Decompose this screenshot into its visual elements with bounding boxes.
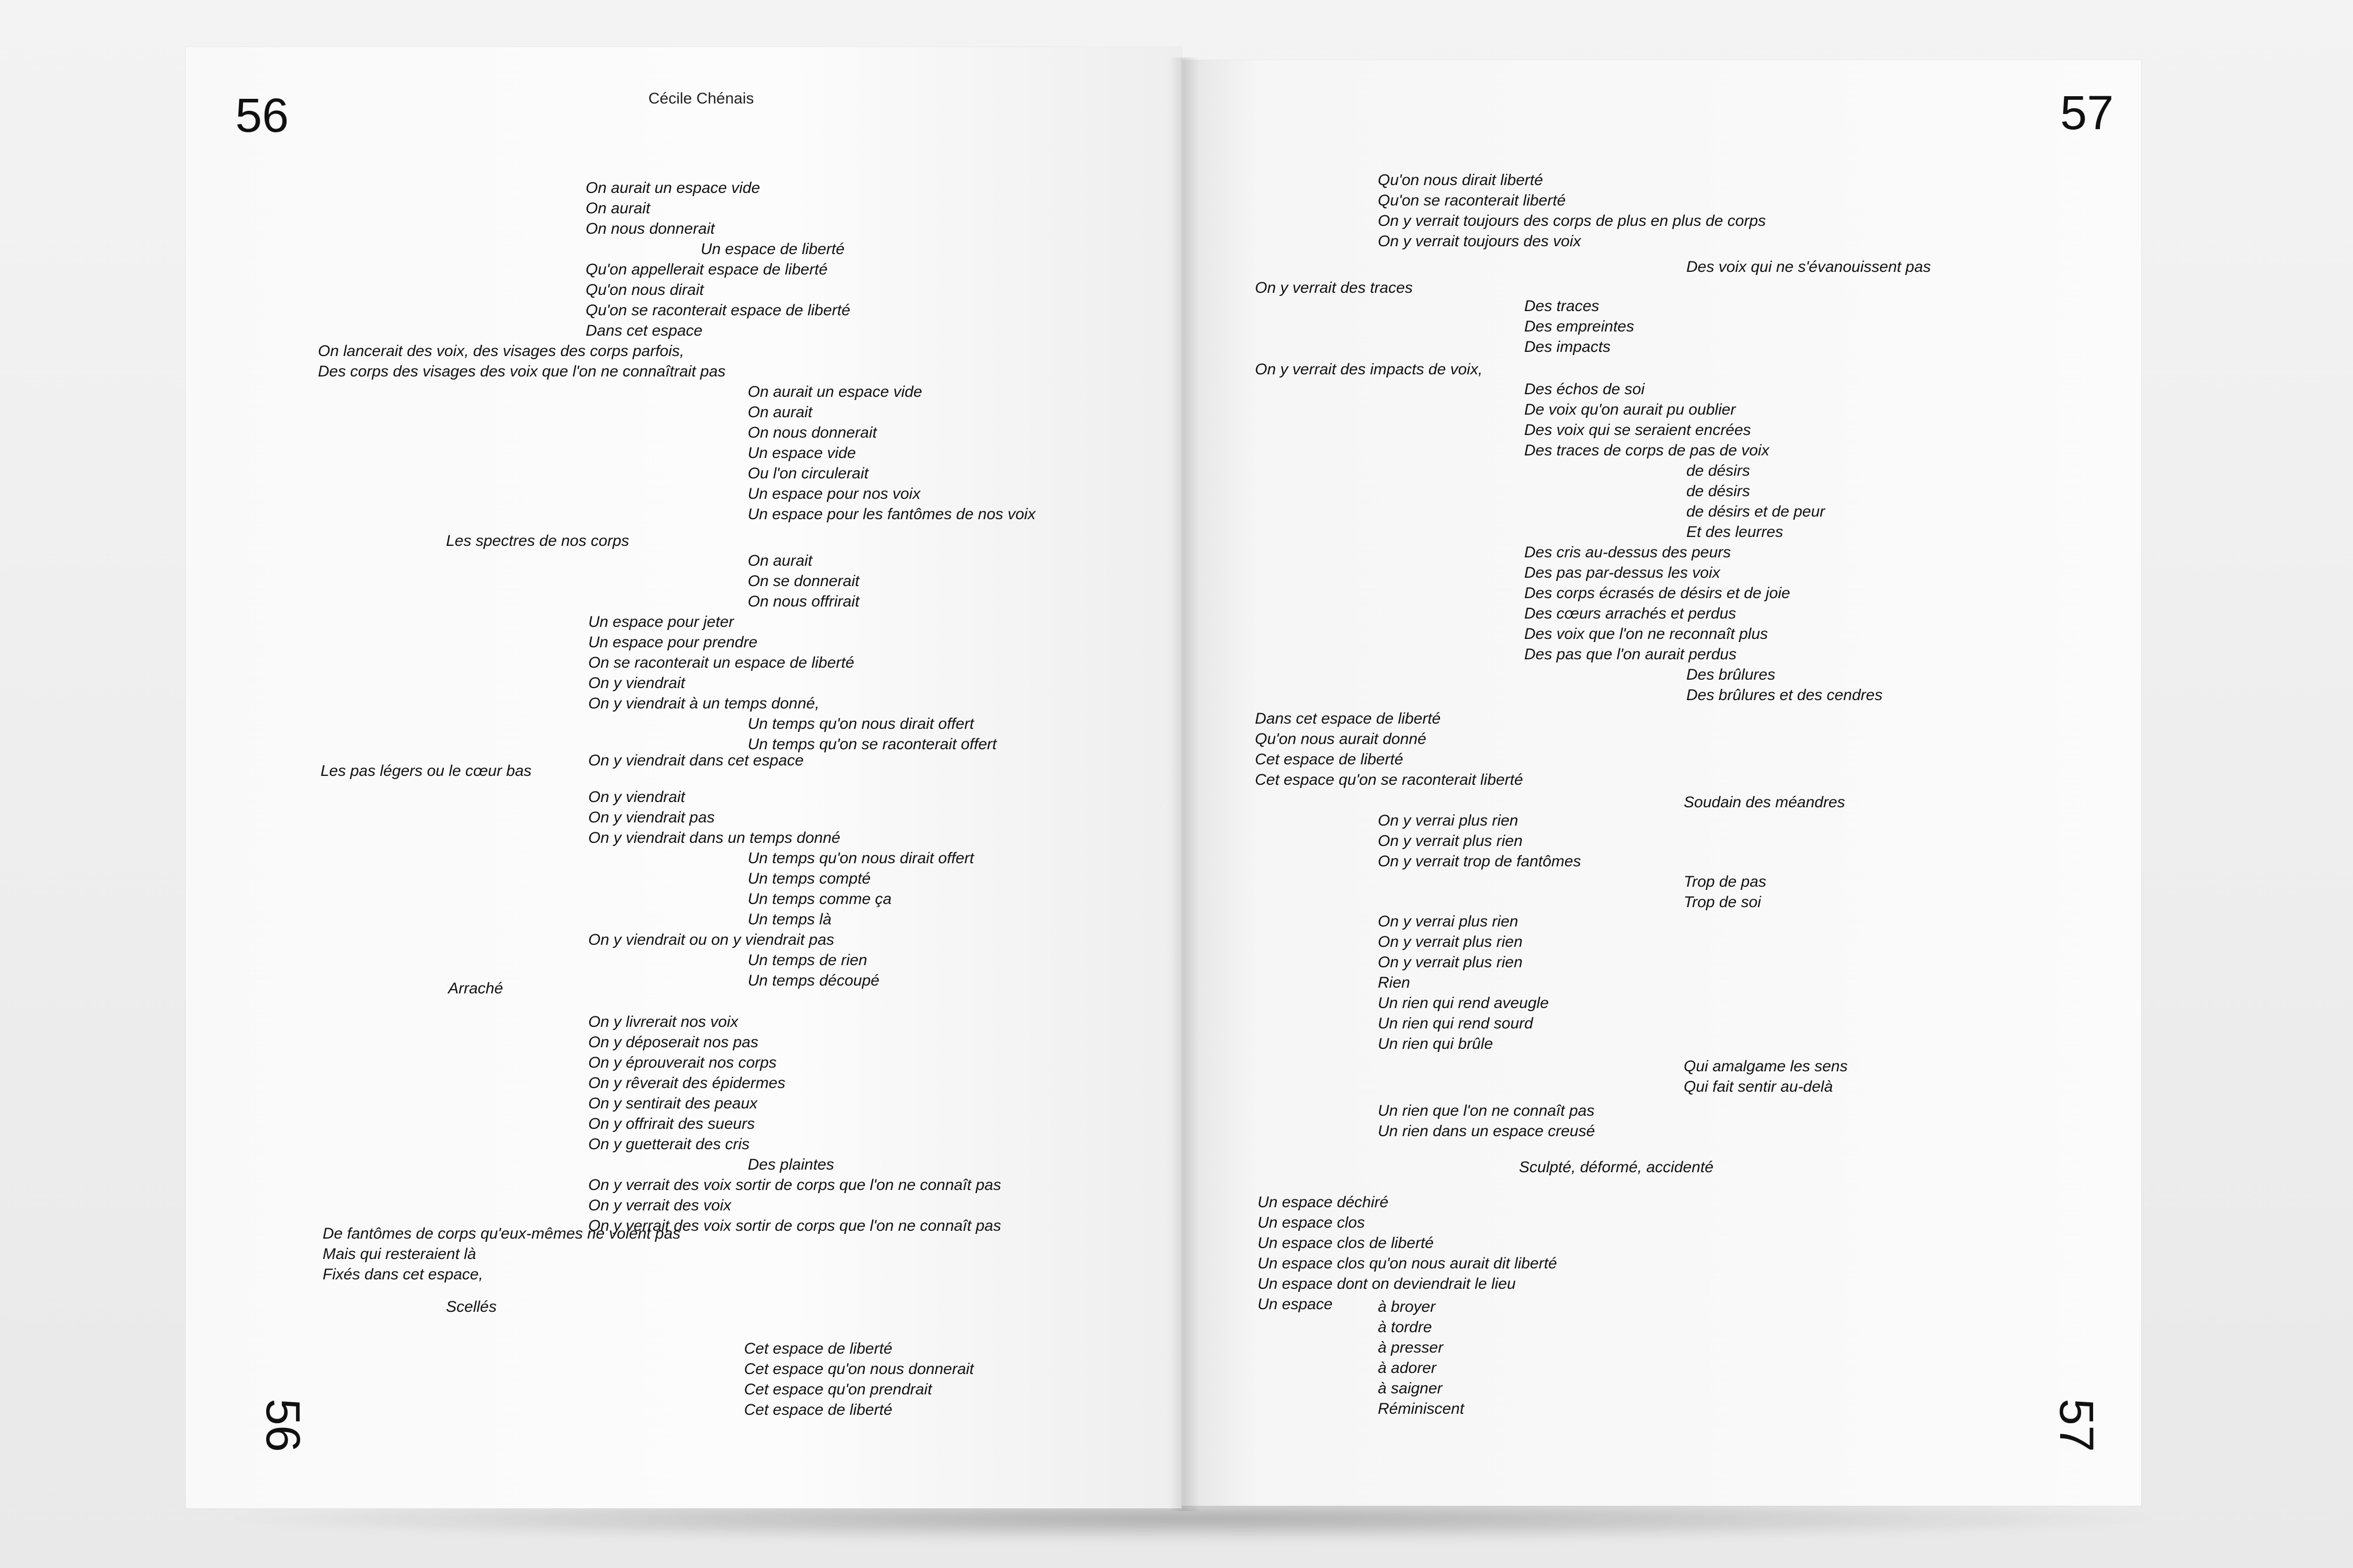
poem-line: Qui fait sentir au-delà [1684,1078,1833,1095]
poem-line: On aurait [586,200,650,217]
poem-line: Ou l'on circulerait [748,465,869,482]
poem-line: De voix qu'on aurait pu oublier [1524,401,1736,418]
poem-line: de désirs [1686,462,1750,479]
poem-line: On y déposerait nos pas [588,1034,759,1051]
poem-line: On y viendrait dans un temps donné [588,829,840,846]
poem-line: On y verrait trop de fantômes [1378,853,1581,870]
poem-line: On nous donnerait [586,220,715,237]
poem-line: On y verrait toujours des corps de plus en plus de corps [1378,212,1766,230]
poem-line: Un espace dont on deviendrait le lieu [1258,1275,1516,1292]
poem-line: On y viendrait pas [588,809,715,826]
poem-line: On se raconterait un espace de liberté [588,654,854,671]
poem-line: Des empreintes [1524,318,1635,335]
page-number-bottom-right: 57 [2050,1398,2104,1452]
poem-line: Rien [1378,974,1410,991]
poem-line: On y éprouverait nos corps [588,1054,777,1071]
page-number-bottom-left: 56 [256,1398,310,1452]
poem-line: Des brûlures [1686,666,1776,683]
page-number-top-right: 57 [2060,86,2114,140]
poem-line: Mais qui resteraient là [323,1245,476,1263]
poem-line: Trop de soi [1684,894,1761,911]
poem-line: Un espace de liberté [701,241,845,258]
poem-line: On y viendrait [588,674,686,692]
poem-line: Un espace pour jeter [588,613,734,631]
poem-line: Un rien qui rend sourd [1378,1015,1533,1032]
poem-line: Des corps écrasés de désirs et de joie [1524,585,1790,602]
poem-line: Un espace déchiré [1258,1194,1389,1211]
poem-line: Cet espace qu'on nous donnerait [744,1360,974,1378]
poem-line: de désirs [1686,483,1750,500]
poem-line: On nous donnerait [748,424,877,441]
poem-line: On y viendrait ou on y viendrait pas [588,931,835,948]
poem-line: On y verrait des impacts de voix, [1255,361,1483,378]
poem-line: Les spectres de nos corps [446,532,630,550]
poem-line: Cet espace qu'on prendrait [744,1381,932,1398]
poem-line: à saigner [1378,1380,1443,1397]
poem-line: Qu'on se raconterait espace de liberté [586,302,851,319]
poem-line: Cet espace de liberté [744,1401,893,1418]
poem-line: On y rêverait des épidermes [588,1074,785,1092]
poem-line: Un temps qu'on nous dirait offert [748,715,974,733]
poem-line: Qu'on nous aurait donné [1255,730,1426,748]
poem-line: On aurait [748,552,813,569]
poem-line: On y guetterait des cris [588,1136,750,1153]
poem-line: Arraché [448,980,504,997]
poem-line: On y verrait des traces [1255,279,1413,296]
poem-line: Qu'on se raconterait liberté [1378,192,1566,209]
poem-line: Un espace [1258,1296,1333,1313]
poem-line: On lancerait des voix, des visages des corps parfois, [318,342,684,360]
poem-line: Un temps qu'on se raconterait offert [748,736,997,753]
poem-line: On y verrait plus rien [1378,954,1523,971]
poem-line: On y verrait plus rien [1378,933,1523,951]
poem-line: Des voix qui se seraient encrées [1524,421,1751,439]
poem-line: Un temps comme ça [748,890,892,908]
poem-line: Des voix qui ne s'évanouissent pas [1686,258,1931,276]
poem-line: Soudain des méandres [1684,794,1845,811]
right-poem [1182,60,2141,1506]
poem-line: de désirs et de peur [1686,503,1825,520]
poem-line: Cet espace de liberté [1255,751,1403,768]
poem-line: Des traces de corps de pas de voix [1524,442,1769,459]
poem-line: Qu'on appellerait espace de liberté [586,261,828,278]
poem-line: On y verrait des voix [588,1197,732,1214]
poem-line: On y livrerait nos voix [588,1013,738,1031]
poem-line: On y verrait toujours des voix [1378,233,1581,250]
poem-line: Un rien qui brûle [1378,1035,1493,1052]
poem-line: Réminiscent [1378,1400,1465,1417]
poem-line: Cet espace de liberté [744,1340,893,1357]
poem-line: Des cœurs arrachés et perdus [1524,605,1737,622]
poem-line: Qu'on nous dirait [586,281,704,299]
poem-line: Trop de pas [1684,873,1766,890]
poem-line: Dans cet espace [586,322,703,339]
poem-line: On y verrait des voix sortir de corps que l'on ne connaît pas [588,1176,1001,1194]
poem-line: Dans cet espace de liberté [1255,710,1441,727]
poem-line: Des pas que l'on aurait perdus [1524,646,1737,663]
page-number-top-left: 56 [235,89,289,142]
poem-line: On aurait un espace vide [586,179,760,197]
book-gutter [1169,58,1200,1511]
poem-line: Et des leurres [1686,523,1784,541]
poem-line: On nous offrirait [748,593,860,610]
poem-line: Un espace pour nos voix [748,485,921,502]
poem-line: Un espace pour prendre [588,634,758,651]
poem-line: à broyer [1378,1298,1436,1315]
poem-line: à presser [1378,1339,1444,1356]
poem-line: Des échos de soi [1524,381,1645,398]
poem-line: Un temps de rien [748,952,867,969]
poem-line: Des pas par-dessus les voix [1524,564,1720,581]
poem-line: Un temps là [748,911,832,928]
poem-line: Un rien qui rend aveugle [1378,994,1549,1012]
poem-line: On y viendrait à un temps donné, [588,695,819,712]
poem-line: On aurait [748,404,813,421]
left-page [186,47,1182,1508]
poem-line: à tordre [1378,1319,1432,1336]
poem-line: à adorer [1378,1359,1436,1377]
poem-line: On y viendrait [588,788,686,806]
poem-line: On y sentirait des peaux [588,1095,758,1112]
left-poem [186,47,1182,1508]
poem-line: On y verrait des voix sortir de corps que l'on ne connaît pas [588,1217,1001,1234]
poem-line: Un espace clos qu'on nous aurait dit liberté [1258,1255,1557,1272]
poem-line: Un rien dans un espace creusé [1378,1123,1595,1140]
poem-line: Cet espace qu'on se raconterait liberté [1255,771,1523,788]
author-name: Cécile Chénais [648,90,754,107]
poem-line: Scellés [446,1298,497,1315]
poem-line: On se donnerait [748,573,860,590]
poem-line: On y verrai plus rien [1378,812,1518,829]
poem-line: Des impacts [1524,338,1611,356]
poem-line: Des corps des visages des voix que l'on ne connaîtrait pas [318,363,726,380]
poem-line: Un espace vide [748,444,856,462]
poem-line: On aurait un espace vide [748,383,922,400]
poem-line: Qui amalgame les sens [1684,1058,1848,1075]
poem-line: Fixés dans cet espace, [323,1266,483,1283]
poem-line: On y viendrait dans cet espace [588,752,804,769]
poem-line: Un temps compté [748,870,871,887]
poem-line: Sculpté, déformé, accidenté [1519,1159,1714,1176]
poem-line: Un rien que l'on ne connaît pas [1378,1102,1595,1119]
poem-line: Un espace clos [1258,1214,1365,1231]
poem-line: De fantômes de corps qu'eux-mêmes ne voient pas [323,1225,681,1242]
poem-line: Des brûlures et des cendres [1686,686,1883,704]
poem-line: Un espace clos de liberté [1258,1234,1434,1252]
poem-line: Des traces [1524,297,1600,315]
poem-line: Des voix que l'on ne reconnaît plus [1524,625,1768,643]
poem-line: Qu'on nous dirait liberté [1378,171,1543,189]
poem-line: Un temps qu'on nous dirait offert [748,850,974,867]
poem-line: Un espace pour les fantômes de nos voix [748,506,1036,523]
poem-line: Les pas légers ou le cœur bas [321,762,532,780]
poem-line: Un temps découpé [748,972,879,989]
poem-line: On y verrait plus rien [1378,832,1523,850]
poem-line: Des cris au-dessus des peurs [1524,544,1731,561]
poem-line: On y offrirait des sueurs [588,1115,755,1132]
right-page [1182,60,2141,1506]
poem-line: On y verrai plus rien [1378,913,1518,930]
poem-line: Des plaintes [748,1156,835,1173]
